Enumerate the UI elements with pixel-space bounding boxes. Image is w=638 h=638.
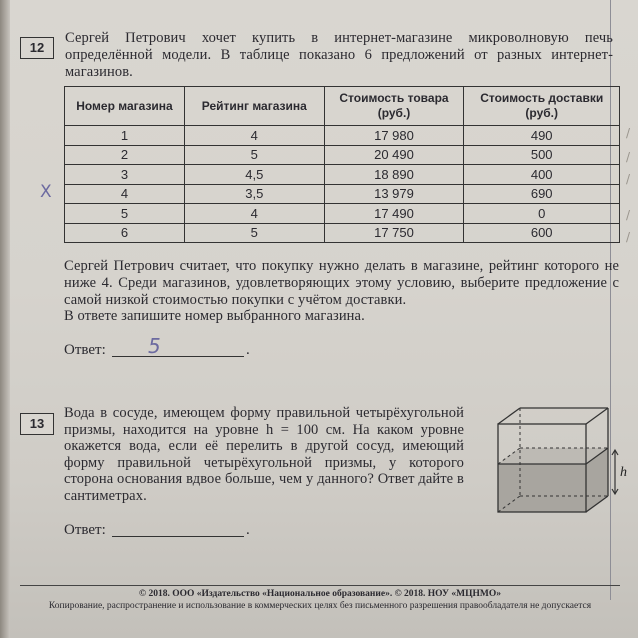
prism-figure [488, 404, 628, 516]
task-13-answer-field[interactable] [112, 536, 244, 537]
cell: 500 [464, 145, 620, 165]
cell: 600 [464, 223, 620, 243]
pencil-tick: / [626, 208, 631, 222]
cell: 18 890 [324, 165, 464, 185]
cell: 3,5 [184, 184, 324, 204]
task-12-condition: Сергей Петрович считает, что покупку нужно делать в магазине, рейтинг которого не ниже 4. Среди магазинов, удовлетворяющих этому условию, выберите предложение с самой низкой стоимостью покупки с учётом доставки. [64, 258, 619, 308]
pencil-tick: / [626, 126, 631, 140]
footer-notice: Копирование, распространение и использование в коммерческих целях без письменного разрешения правообладателя не допускается [48, 601, 592, 611]
page-edge [0, 0, 10, 638]
task-12-number: 12 [20, 37, 54, 59]
task-13-text: Вода в сосуде, имеющем форму правильной четырёхугольной призмы, находится на уровне h = 100 см. На каком уровне окажется вода, если её перелить в другой сосуд, имеющий форму правильной четырёхугольной призмы, у которого сторона основания вдвое больше, чем у данного? Ответ дайте в сантиметрах. [64, 405, 464, 504]
task-13-number: 13 [20, 413, 54, 435]
table-row [65, 204, 620, 224]
pencil-tick: / [626, 230, 631, 244]
table-row [65, 184, 620, 204]
margin-cross-mark: X [40, 182, 52, 202]
cell: 6 [65, 223, 185, 243]
task-12-answer-value: 5 [148, 334, 161, 358]
cell: 20 490 [324, 145, 464, 165]
cell: 4 [184, 204, 324, 224]
cell: 4 [65, 184, 185, 204]
cell: 3 [65, 165, 185, 185]
footer-divider [20, 585, 620, 586]
header-store-number: Номер магазина [65, 87, 185, 126]
table-header-row [65, 87, 620, 126]
cell: 5 [184, 223, 324, 243]
task-12-answer-dot: . [246, 342, 250, 358]
cell: 0 [464, 204, 620, 224]
cell: 17 490 [324, 204, 464, 224]
cell: 13 979 [324, 184, 464, 204]
task-12-text: Сергей Петрович хочет купить в интернет-магазине микроволновую печь определённой модели. В таблице показано 6 предложений от разных интернет-магазинов. [65, 30, 613, 80]
task-13-answer-label: Ответ: [64, 522, 106, 538]
table-row [65, 165, 620, 185]
table-row [65, 126, 620, 146]
cell: 17 750 [324, 223, 464, 243]
cell: 4 [184, 126, 324, 146]
cell: 4,5 [184, 165, 324, 185]
pencil-tick: / [626, 172, 631, 186]
header-store-rating: Рейтинг магазина [184, 87, 324, 126]
cell: 400 [464, 165, 620, 185]
task-13-answer-dot: . [246, 522, 250, 538]
task-12-answer-field[interactable] [112, 356, 244, 357]
table-row [65, 223, 620, 243]
cell: 5 [65, 204, 185, 224]
cell: 17 980 [324, 126, 464, 146]
task-12-answer-label: Ответ: [64, 342, 106, 358]
cell: 2 [65, 145, 185, 165]
header-item-price: Стоимость товара (руб.) [324, 87, 464, 126]
cell: 490 [464, 126, 620, 146]
header-delivery-price: Стоимость доставки (руб.) [464, 87, 620, 126]
pencil-tick: / [626, 150, 631, 164]
height-label: h [620, 465, 627, 480]
height-arrow [612, 450, 618, 494]
footer-copyright: © 2018. ООО «Издательство «Национальное образование». © 2018. НОУ «МЦНМО» [138, 589, 501, 599]
cell: 690 [464, 184, 620, 204]
table-row [65, 145, 620, 165]
cell: 1 [65, 126, 185, 146]
task-12-instruction: В ответе запишите номер выбранного магазина. [64, 308, 365, 324]
offers-table [64, 86, 620, 243]
cell: 5 [184, 145, 324, 165]
